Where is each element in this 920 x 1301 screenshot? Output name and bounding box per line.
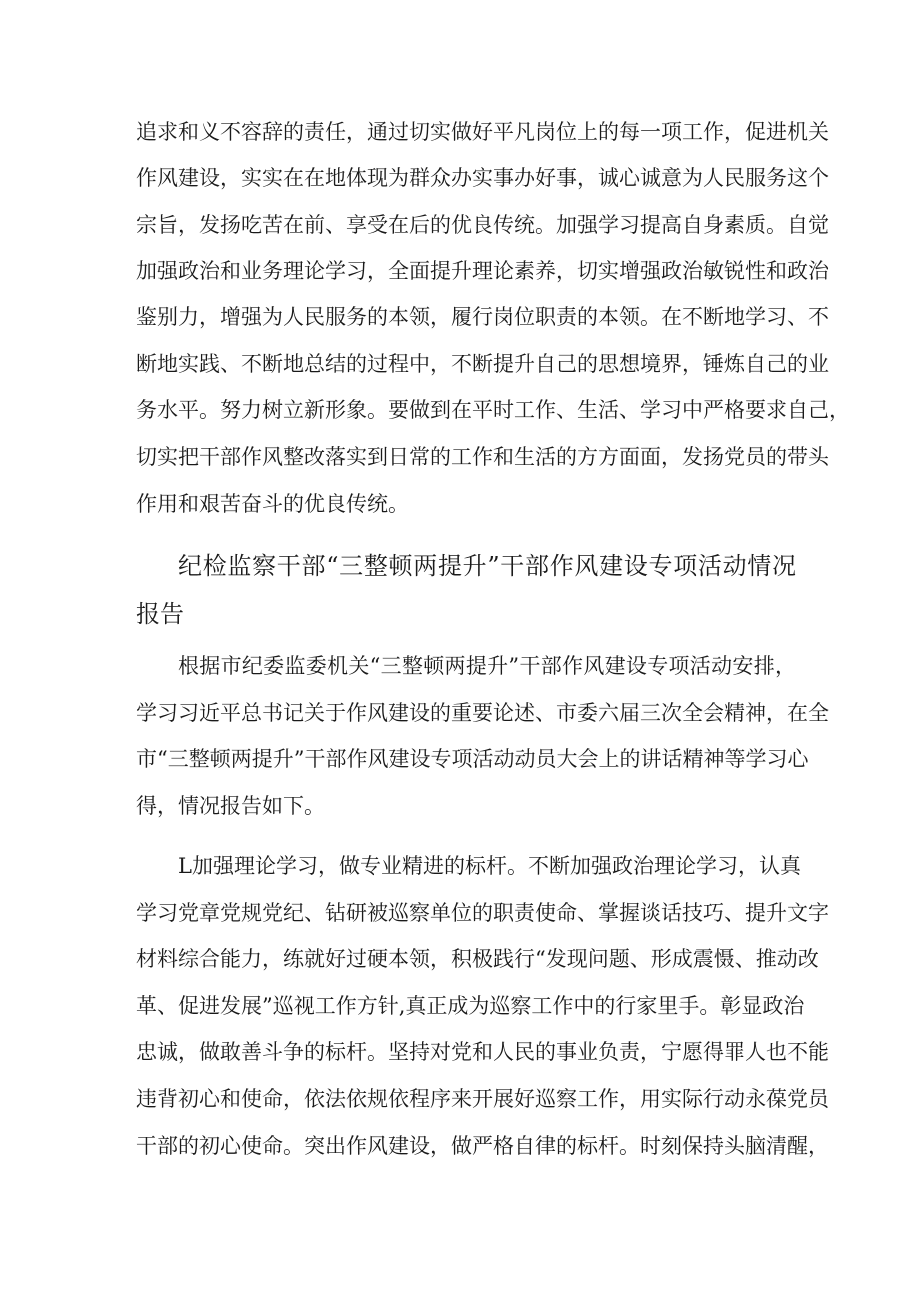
paragraph-line: 宗旨，发扬吃苦在前、享受在后的优良传统。加强学习提高自身素质。自觉 — [136, 213, 829, 237]
title-line: 纪检监察干部“三整顿两提升”干部作风建设专项活动情况 — [178, 552, 796, 580]
paragraph-line: 务水平。努力树立新形象。要做到在平时工作、生活、学习中严格要求自己， — [136, 398, 850, 422]
paragraph-line: 追求和义不容辞的责任，通过切实做好平凡岗位上的每一项工作，促进机关 — [136, 120, 829, 144]
title-line: 报告 — [136, 600, 184, 628]
paragraph-line: L加强理论学习，做专业精进的标杆。不断加强政治理论学习，认真 — [178, 854, 801, 878]
paragraph-line: 材料综合能力，练就好过硬本领，积极践行“发现问题、形成震慑、推动改 — [136, 947, 819, 971]
paragraph-line: 违背初心和使命，依法依规依程序来开展好巡察工作，用实际行动永葆党员 — [136, 1087, 829, 1111]
paragraph-line: 学习习近平总书记关于作风建设的重要论述、市委六届三次全会精神，在全 — [136, 701, 829, 725]
paragraph-line: 鉴别力，增强为人民服务的本领，履行岗位职责的本领。在不断地学习、不 — [136, 305, 829, 329]
paragraph-line: 作风建设，实实在在地体现为群众办实事办好事，诚心诚意为人民服务这个 — [136, 166, 829, 190]
paragraph-line: 学习党章党规党纪、钻研被巡察单位的职责使命、掌握谈话技巧、提升文字 — [136, 901, 829, 925]
paragraph-line: 加强政治和业务理论学习，全面提升理论素养，切实增强政治敏锐性和政治 — [136, 259, 829, 283]
paragraph-line: 断地实践、不断地总结的过程中，不断提升自己的思想境界，锤炼自己的业 — [136, 352, 829, 376]
paragraph-line: 忠诚，做敢善斗争的标杆。坚持对党和人民的事业负责，宁愿得罪人也不能 — [136, 1040, 829, 1064]
paragraph-line: 切实把干部作风整改落实到日常的工作和生活的方方面面，发扬党员的带头 — [136, 445, 829, 469]
paragraph-line: 根据市纪委监委机关“三整顿两提升”干部作风建设专项活动安排， — [178, 654, 796, 678]
paragraph-line: 革、促进发展”巡视工作方针,真正成为巡察工作中的行家里手。彰显政治 — [136, 994, 805, 1018]
paragraph-line: 得，情况报告如下。 — [136, 794, 325, 818]
paragraph-line: 市“三整顿两提升”干部作风建设专项活动动员大会上的讲话精神等学习心 — [136, 747, 809, 771]
paragraph-line: 干部的初心使命。突出作风建设，做严格自律的标杆。时刻保持头脑清醒， — [136, 1134, 829, 1158]
paragraph-line: 作用和艰苦奋斗的优良传统。 — [136, 492, 409, 516]
